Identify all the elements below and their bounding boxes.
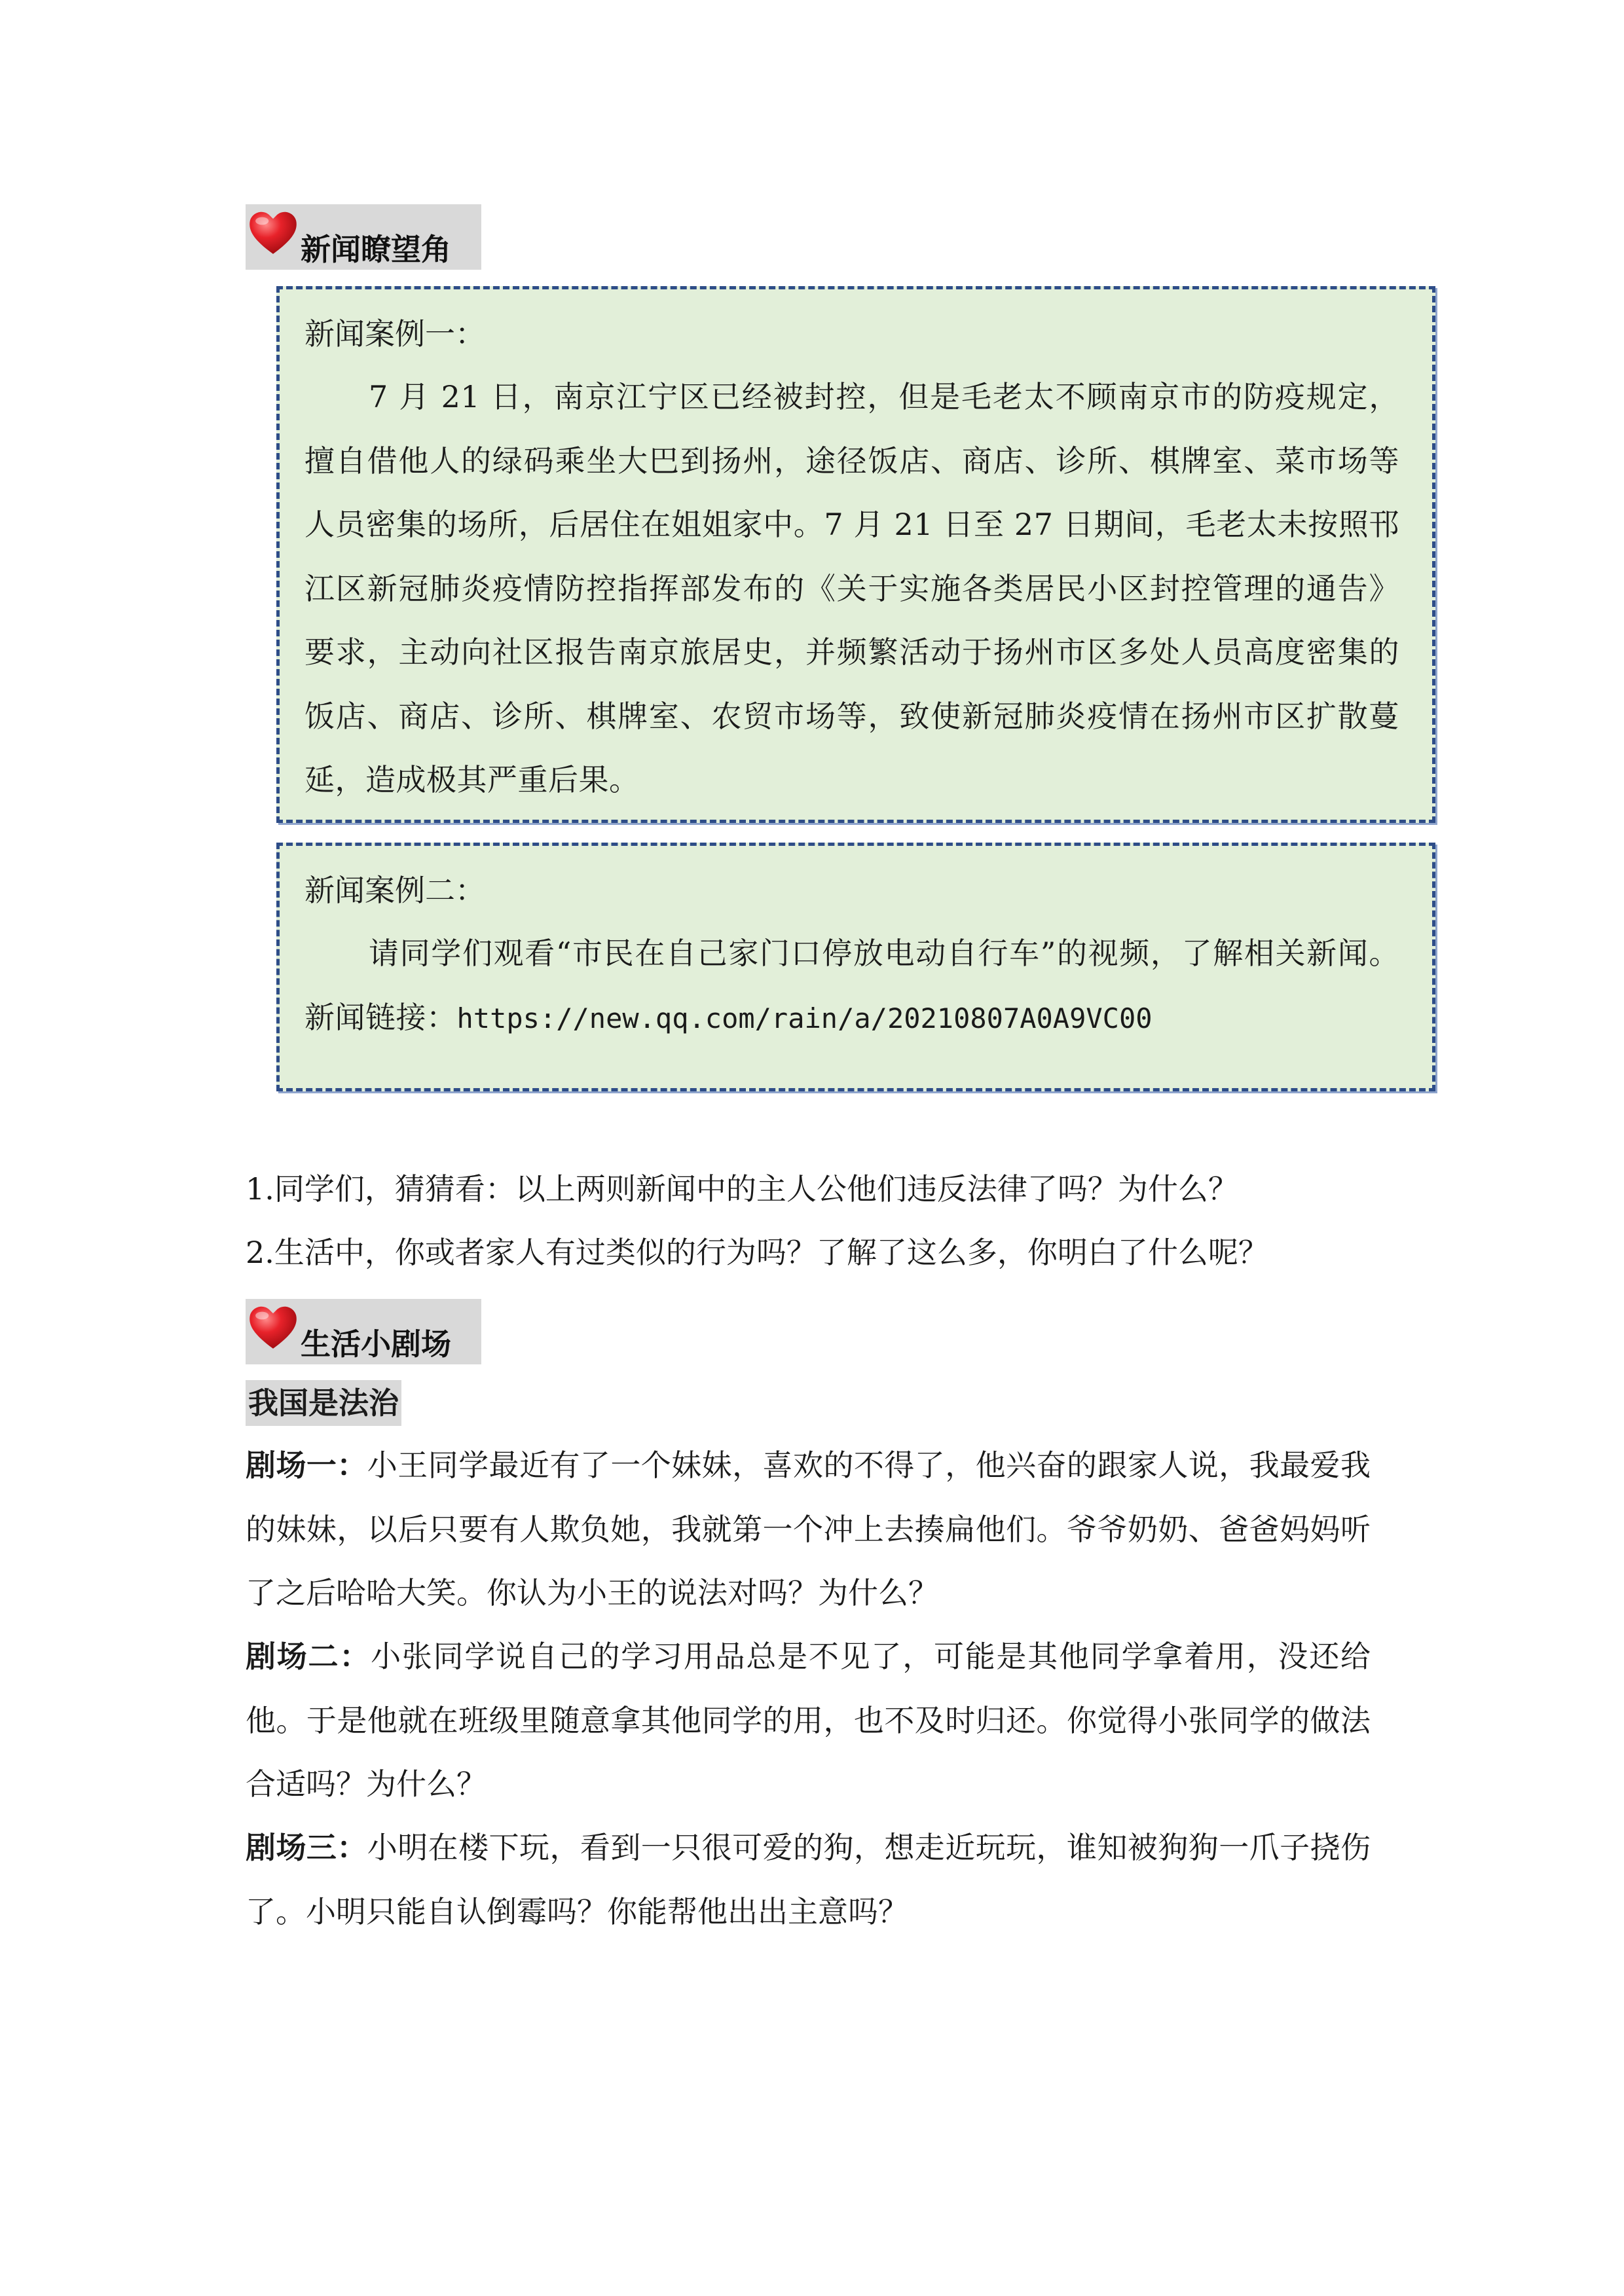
scene-text: 小明在楼下玩，看到一只很可爱的狗，想走近玩玩，谁知被狗狗一爪子挠伤了。小明只能自认倒霉吗？你能帮他出出主意吗？	[246, 1830, 1371, 1929]
case-two-body	[304, 922, 1399, 1050]
scene-item	[246, 1816, 1371, 1944]
scene-text: 小王同学最近有了一个妹妹，喜欢的不得了，他兴奋的跟家人说，我最爱我的妹妹，以后只要有人欺负她，我就第一个冲上去揍扁他们。爷爷奶奶、爸爸妈妈听了之后哈哈大笑。你认为小王的说法对吗？为什么？	[246, 1448, 1371, 1611]
scene-item	[246, 1434, 1371, 1626]
heart-icon	[246, 206, 301, 261]
scene-item	[246, 1625, 1371, 1817]
case-one-body: 7 月 21 日，南京江宁区已经被封控，但是毛老太不顾南京市的防疫规定，擅自借他人的绿码乘坐大巴到扬州，途径饭店、商店、诊所、棋牌室、菜市场等人员密集的场所，后居住在姐姐家中。7 月 21 日至 27 日期间，毛老太未按照邗江区新冠肺炎疫情防控指挥部发布的《关于实施各类居民小区封控管理的通告》要求，主动向社区报告南京旅居史，并频繁活动于扬州市区多处人员高度密集的饭店、商店、诊所、棋牌室、农贸市场等，致使新冠肺炎疫情在扬州市区扩散蔓延，造成极其严重后果。	[304, 379, 1399, 797]
scene-tag: 剧场三：	[246, 1830, 367, 1865]
subheading: 我国是法治	[246, 1380, 401, 1426]
question-one: 1.同学们，猜猜看：以上两则新闻中的主人公他们违反法律了吗？为什么？	[246, 1171, 1238, 1207]
section-title: 新闻瞭望角	[301, 232, 451, 267]
life-section-header	[246, 1299, 481, 1364]
scene-tag: 剧场一：	[246, 1448, 367, 1483]
case-two-text: 请同学们观看“市民在自己家门口停放电动自行车”的视频，了解相关新闻。新闻链接：	[304, 936, 1399, 1035]
section-title: 生活小剧场	[301, 1326, 451, 1362]
news-case-one-box	[276, 286, 1435, 823]
scene-text: 小张同学说自己的学习用品总是不见了，可能是其他同学拿着用，没还给他。于是他就在班级里随意拿其他同学的用，也不及时归还。你觉得小张同学的做法合适吗？为什么？	[246, 1639, 1371, 1802]
scene-tag: 剧场二：	[246, 1639, 371, 1674]
news-link[interactable]: https://new.qq.com/rain/a/20210807A0A9VC00	[456, 1002, 1153, 1034]
heart-icon	[246, 1300, 301, 1355]
case-two-title: 新闻案例二：	[304, 873, 485, 908]
news-section-header	[246, 204, 481, 270]
case-one-title: 新闻案例一：	[304, 316, 485, 352]
news-case-two-box	[276, 843, 1435, 1091]
question-two: 2.生活中，你或者家人有过类似的行为吗？了解了这么多，你明白了什么呢？	[246, 1235, 1268, 1270]
